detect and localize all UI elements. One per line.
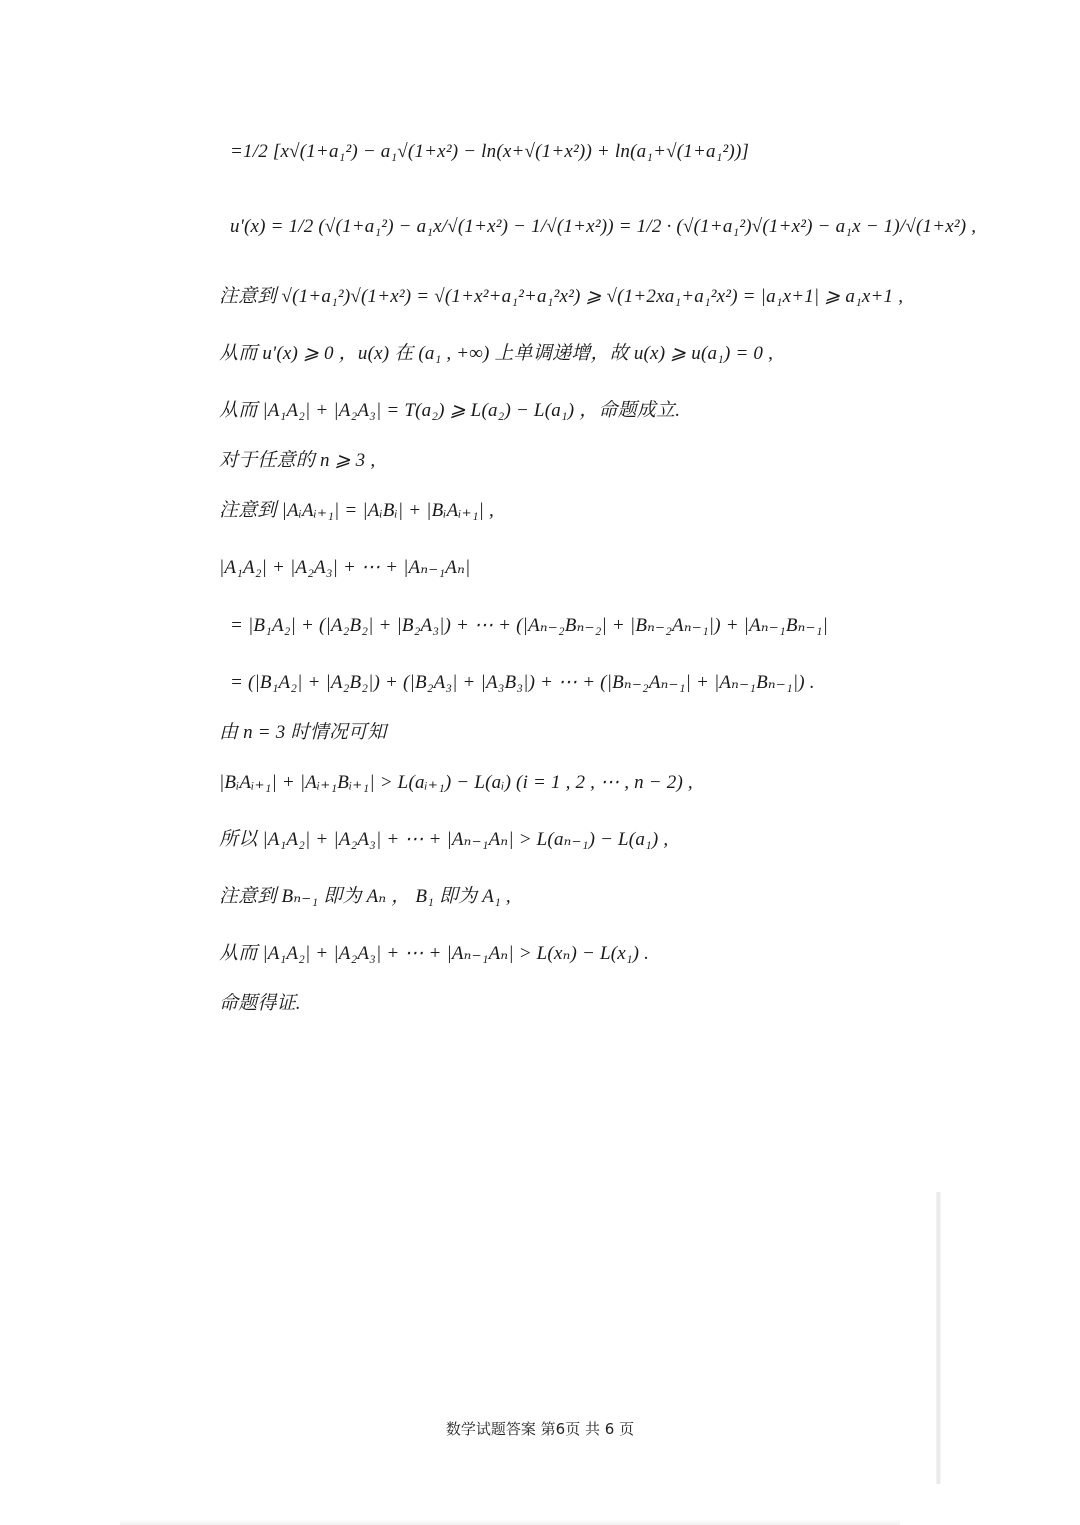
text-line-noting: 注意到 √(1+a₁²)√(1+x²) = √(1+x²+a₁²+a₁²x²) ⩾ √(1+2xa₁+a₁²x²) = |a₁x+1| ⩾ a₁x+1 , — [219, 286, 904, 307]
text-line-case-n3: 由 n = 3 时情况可知 — [219, 722, 387, 743]
text-line-proposition-holds: 从而 |A₁A₂| + |A₂A₃| = T(a₂) ⩾ L(a₂) − L(a₁) ，命题成立. — [219, 400, 681, 421]
page-bottom-shadow — [120, 1519, 900, 1525]
equation-line-1: =1/2 [x√(1+a₁²) − a₁√(1+x²) − ln(x+√(1+x²)) + ln(a₁+√(1+a₁²))] — [230, 141, 750, 162]
text-line-conclusion: 从而 |A₁A₂| + |A₂A₃| + ⋯ + |Aₙ₋₁Aₙ| > L(xₙ) − L(x₁) . — [219, 943, 650, 964]
equation-sum-regrouped: = (|B₁A₂| + |A₂B₂|) + (|B₂A₃| + |A₃B₃|) + ⋯ + (|Bₙ₋₂Aₙ₋₁| + |Aₙ₋₁Bₙ₋₁|) . — [230, 672, 815, 693]
equation-sum-expanded: = |B₁A₂| + (|A₂B₂| + |B₂A₃|) + ⋯ + (|Aₙ₋₂Bₙ₋₂| + |Bₙ₋₂Aₙ₋₁|) + |Aₙ₋₁Bₙ₋₁| — [230, 615, 828, 636]
page-footer: 数学试题答案 第6页 共 6 页 — [445, 1420, 635, 1438]
equation-derivative: u'(x) = 1/2 (√(1+a₁²) − a₁x/√(1+x²) − 1/√(1+x²)) = 1/2 · (√(1+a₁²)√(1+x²) − a₁x − 1)/√(1+x²) , — [230, 216, 977, 237]
text-line-segment-split: 注意到 |AᵢAᵢ₊₁| = |AᵢBᵢ| + |BᵢAᵢ₊₁| , — [219, 500, 494, 521]
text-line-endpoints: 注意到 Bₙ₋₁ 即为 Aₙ ， B₁ 即为 A₁ , — [219, 886, 511, 907]
text-line-n-ge-3: 对于任意的 n ⩾ 3 , — [219, 450, 376, 471]
text-line-therefore: 所以 |A₁A₂| + |A₂A₃| + ⋯ + |Aₙ₋₁Aₙ| > L(aₙ₋₁) − L(a₁) , — [219, 829, 669, 850]
text-line-proved: 命题得证. — [219, 993, 301, 1014]
equation-sum: |A₁A₂| + |A₂A₃| + ⋯ + |Aₙ₋₁Aₙ| — [219, 557, 471, 578]
equation-inequality-i: |BᵢAᵢ₊₁| + |Aᵢ₊₁Bᵢ₊₁| > L(aᵢ₊₁) − L(aᵢ) (i = 1 , 2 , ⋯ , n − 2) , — [219, 772, 693, 793]
page-edge-shadow — [936, 1192, 941, 1484]
text-line-monotonic: 从而 u'(x) ⩾ 0 ，u(x) 在 (a₁ , +∞) 上单调递增，故 u(x) ⩾ u(a₁) = 0 , — [219, 343, 774, 364]
